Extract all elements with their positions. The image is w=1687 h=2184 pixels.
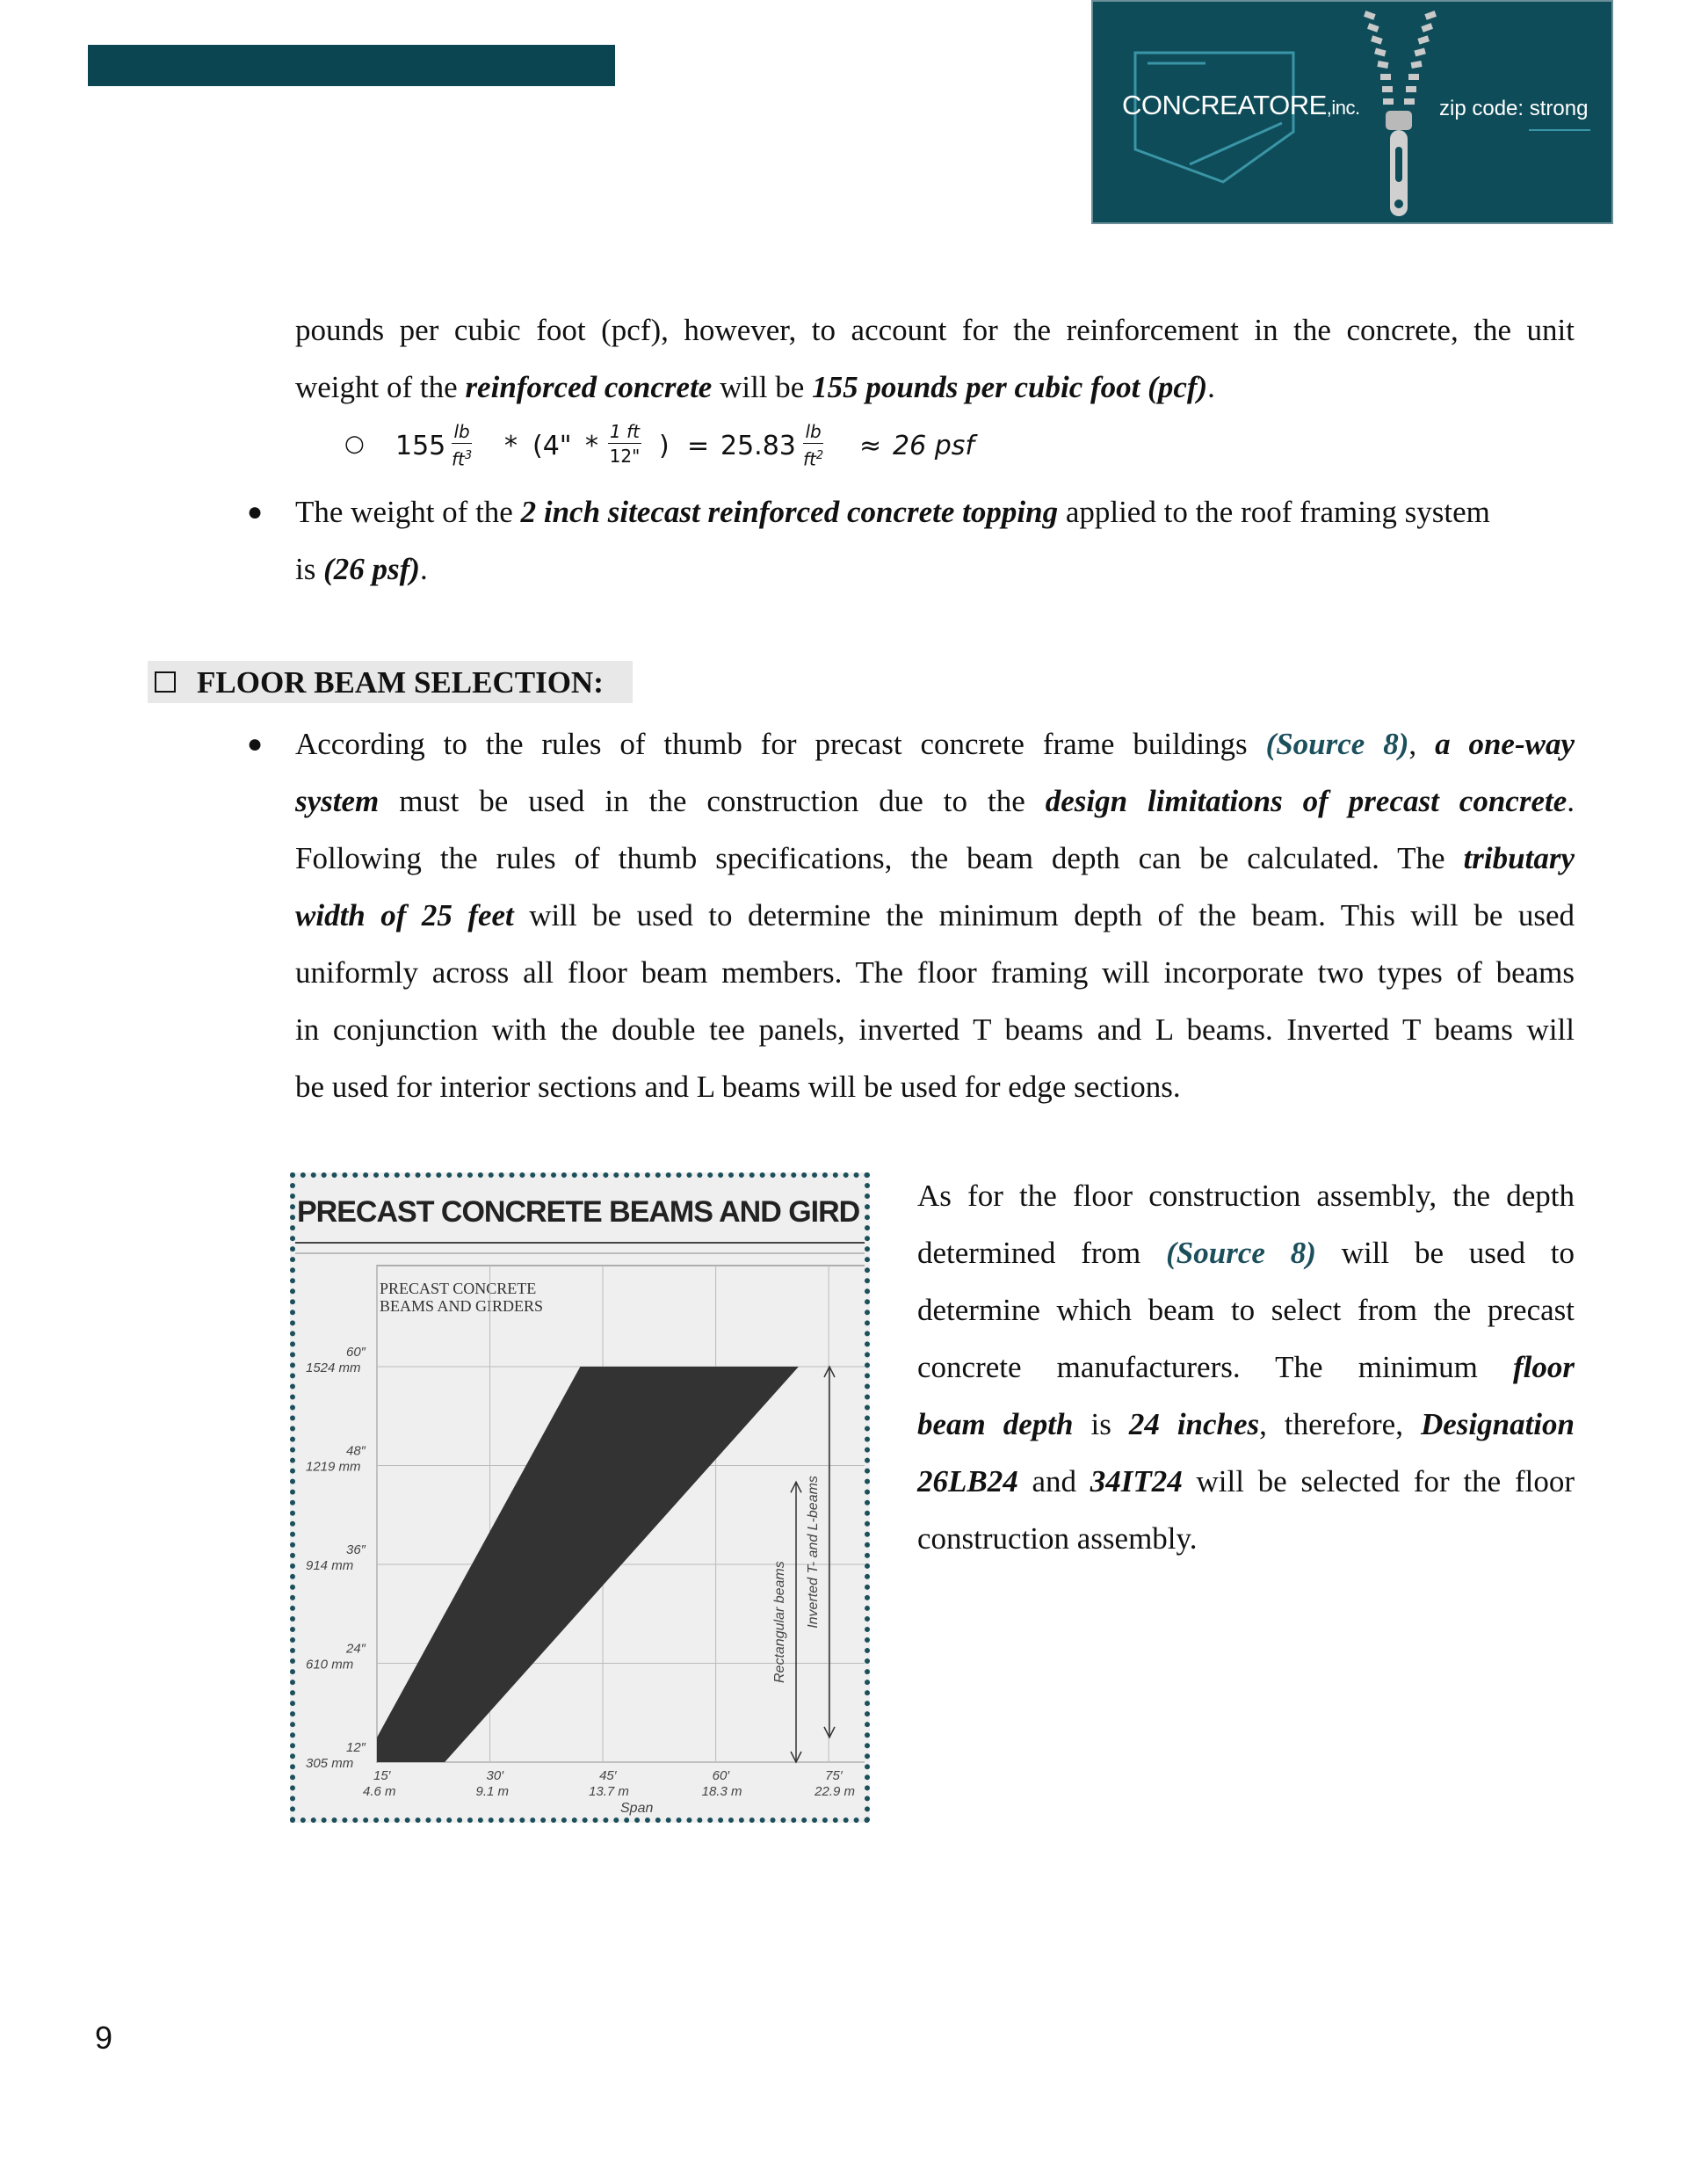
- weight-calculation: ○ 155 $\frac{lb}{ft^3}$ * (4" * $\frac{1 ft}{12"}$ ) = 25.83 $\frac{lb}{ft^2}$ ≈ 26 psf: [344, 421, 974, 470]
- body-line-7: be used for interior sections and L beams will be used for edge sections.: [295, 1070, 1181, 1104]
- x-tick-label-ft: 15′: [373, 1768, 391, 1783]
- side-line-5: beam depth is 24 inches, therefore, Designation: [917, 1407, 1575, 1441]
- logo-company-name: CONCREATORE,inc.: [1122, 90, 1360, 120]
- y-tick-label-in: 60″: [346, 1345, 366, 1360]
- hollow-bullet-icon: ○: [344, 431, 365, 457]
- side-line-3: determine which beam to select from the precast: [917, 1293, 1575, 1327]
- x-tick-label-ft: 75′: [825, 1768, 843, 1783]
- fraction-lb-ft3: $\frac{lb}{ft^3}$: [452, 421, 473, 470]
- x-tick-label-m: 22.9 m: [815, 1784, 856, 1799]
- intro-line-2: weight of the reinforced concrete will be 155 pounds per cubic foot (pcf).: [295, 370, 1215, 404]
- section-heading: FLOOR BEAM SELECTION:: [197, 665, 604, 700]
- bullet-icon: ●: [247, 497, 264, 526]
- chart-figure: [290, 1172, 870, 1823]
- y-tick-label-mm: 305 mm: [306, 1756, 354, 1771]
- fraction-lb-ft2: $\frac{lb}{ft^2}$: [803, 421, 824, 470]
- company-logo: [1091, 0, 1613, 224]
- fraction-1ft-12in: $\frac{1 ft}{12"}$: [609, 421, 641, 467]
- x-tick-label-m: 9.1 m: [475, 1784, 510, 1799]
- x-tick-label-m: 13.7 m: [589, 1784, 629, 1799]
- y-tick-label-in: 36″: [346, 1542, 366, 1557]
- y-tick-label-in: 24″: [346, 1641, 366, 1657]
- side-line-6: 26LB24 and 34IT24 will be selected for the floor: [917, 1464, 1575, 1498]
- x-tick-label-m: 18.3 m: [701, 1784, 742, 1799]
- body-line-6: in conjunction with the double tee panels, inverted T beams and L beams. Inverted T beams will: [295, 1012, 1575, 1047]
- body-line-5: uniformly across all floor beam members. The floor framing will incorporate two types of beams: [295, 955, 1575, 990]
- y-tick-label-mm: 1219 mm: [306, 1459, 361, 1475]
- side-line-4: concrete manufacturers. The minimum floor: [917, 1350, 1575, 1384]
- x-axis-label: Span: [620, 1801, 654, 1816]
- body-line-3: Following the rules of thumb specifications, the beam depth can be calculated. The tributary: [295, 841, 1575, 875]
- checkbox-icon: [155, 671, 176, 693]
- header-bar: [88, 45, 615, 86]
- side-line-1: As for the floor construction assembly, the depth: [917, 1179, 1575, 1213]
- page-number: 9: [95, 2020, 113, 2056]
- y-tick-label-mm: 914 mm: [306, 1558, 354, 1573]
- chart-subtitle-line-2: BEAMS AND GIRDERS: [380, 1297, 544, 1315]
- topping-line-2: is (26 psf).: [295, 552, 428, 586]
- body-line-2: system must be used in the construction due to the design limitations of precast concrete.: [295, 784, 1575, 818]
- y-tick-label-mm: 610 mm: [306, 1657, 354, 1672]
- chart-subtitle-line-1: PRECAST CONCRETE: [380, 1280, 537, 1297]
- inverted-t-beams-arrow-label: Inverted T- and L-beams: [806, 1476, 821, 1629]
- body-line-4: width of 25 feet will be used to determine the minimum depth of the beam. This will be used: [295, 898, 1575, 932]
- side-line-7: construction assembly.: [917, 1521, 1198, 1556]
- logo-tagline: zip code: strong: [1439, 97, 1589, 120]
- x-tick-label-m: 4.6 m: [363, 1784, 396, 1799]
- topping-line-1: The weight of the 2 inch sitecast reinforced concrete topping applied to the roof framing system: [295, 495, 1490, 529]
- side-line-2: determined from (Source 8) will be used to: [917, 1236, 1575, 1270]
- x-tick-label-ft: 60′: [712, 1768, 730, 1783]
- chart-title: PRECAST CONCRETE BEAMS AND GIRD: [297, 1195, 860, 1229]
- bullet-icon: ●: [247, 729, 264, 758]
- y-tick-label-in: 12″: [346, 1740, 366, 1755]
- x-tick-label-ft: 45′: [599, 1768, 617, 1783]
- x-tick-label-ft: 30′: [486, 1768, 504, 1783]
- depth-span-chart: [295, 1178, 865, 1818]
- body-line-1: According to the rules of thumb for precast concrete frame buildings (Source 8), a one-way: [295, 727, 1575, 761]
- rectangular-beams-arrow-label: Rectangular beams: [772, 1561, 787, 1683]
- y-tick-label-mm: 1524 mm: [306, 1360, 361, 1375]
- y-tick-label-in: 48″: [346, 1443, 366, 1459]
- intro-line-1: pounds per cubic foot (pcf), however, to account for the reinforcement in the concrete, the unit: [295, 313, 1575, 347]
